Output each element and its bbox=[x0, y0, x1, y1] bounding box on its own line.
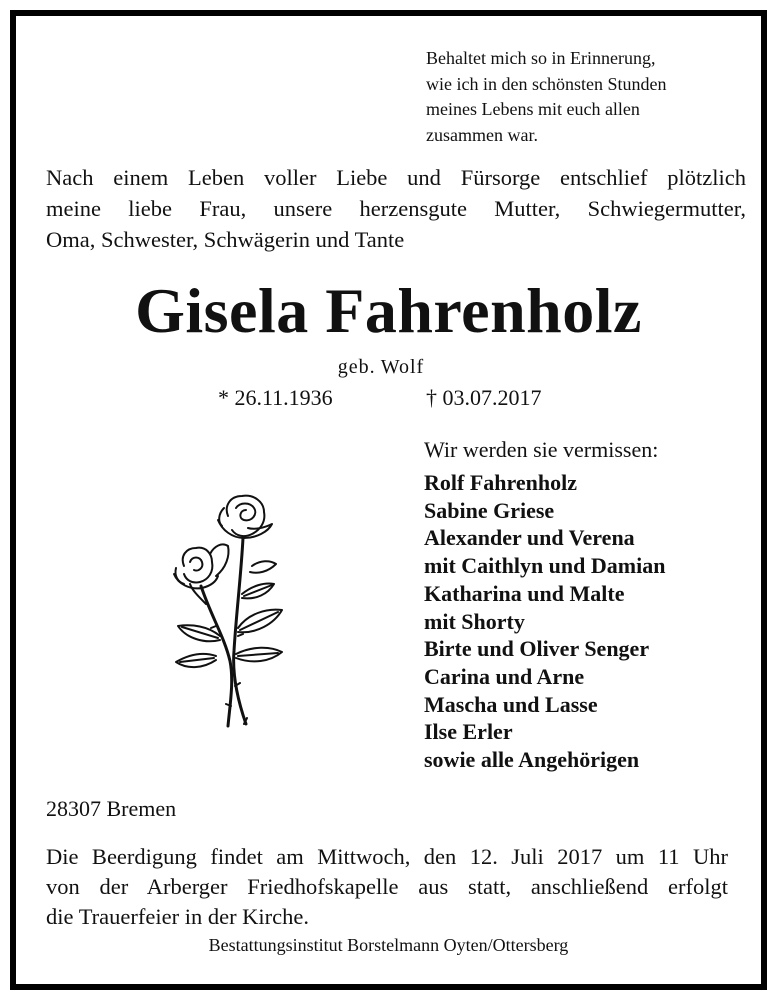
mourner-name: sowie alle Angehörigen bbox=[424, 747, 640, 773]
mourner-name: Mascha und Lasse bbox=[424, 691, 598, 717]
mourner-name: mit Caithlyn und Damian bbox=[424, 553, 666, 579]
intro-line: Nach einem Leben voller Liebe und Fürsorge entschlief plötzlich bbox=[46, 165, 746, 190]
funeral-line: die Trauerfeier in der Kirche. bbox=[46, 904, 310, 929]
rose-icon bbox=[156, 486, 286, 736]
mourner-name: Birte und Oliver Senger bbox=[424, 636, 650, 662]
mourner-name: Katharina und Malte bbox=[424, 580, 625, 606]
quote-line: zusammen war. bbox=[426, 124, 538, 145]
mourners-heading: Wir werden sie vermissen: bbox=[424, 437, 659, 462]
mourner-name: Ilse Erler bbox=[424, 719, 513, 745]
obituary-notice bbox=[10, 10, 767, 990]
funeral-line: Die Beerdigung findet am Mittwoch, den 12. Juli 2017 um 11 Uhr bbox=[46, 844, 728, 869]
intro-text bbox=[46, 162, 746, 255]
intro-line: Oma, Schwester, Schwägerin und Tante bbox=[46, 227, 405, 252]
location: 28307 Bremen bbox=[46, 796, 177, 821]
mourner-name: Rolf Fahrenholz bbox=[424, 470, 577, 495]
quote-line: wie ich in den schönsten Stunden bbox=[426, 73, 667, 94]
mourner-name: mit Shorty bbox=[424, 608, 525, 634]
death-date: † 03.07.2017 bbox=[426, 385, 542, 410]
quote-line: Behaltet mich so in Erinnerung, bbox=[426, 48, 656, 68]
mourner-name: Alexander und Verena bbox=[424, 525, 635, 551]
maiden-prefix: geb. bbox=[337, 356, 376, 378]
quote-line: meines Lebens mit euch allen bbox=[426, 99, 640, 119]
deceased-name: Gisela Fahrenholz bbox=[135, 275, 642, 346]
intro-line: meine liebe Frau, unsere herzensgute Mutter, Schwiegermutter, bbox=[46, 196, 746, 221]
maiden-name: Wolf bbox=[380, 356, 425, 378]
memorial-quote bbox=[426, 46, 746, 148]
mourners-list bbox=[424, 469, 665, 774]
maiden-name-line bbox=[16, 354, 746, 380]
mourner-name: Sabine Griese bbox=[424, 497, 555, 523]
birth-date: * 26.11.1936 bbox=[218, 385, 333, 410]
funeral-info bbox=[46, 842, 728, 932]
funeral-line: von der Arberger Friedhofskapelle aus statt, anschließend erfolgt bbox=[46, 874, 728, 899]
mourner-name: Carina und Arne bbox=[424, 663, 585, 689]
undertaker-name: Bestattungsinstitut Borstelmann Oyten/Ottersberg bbox=[208, 935, 569, 955]
